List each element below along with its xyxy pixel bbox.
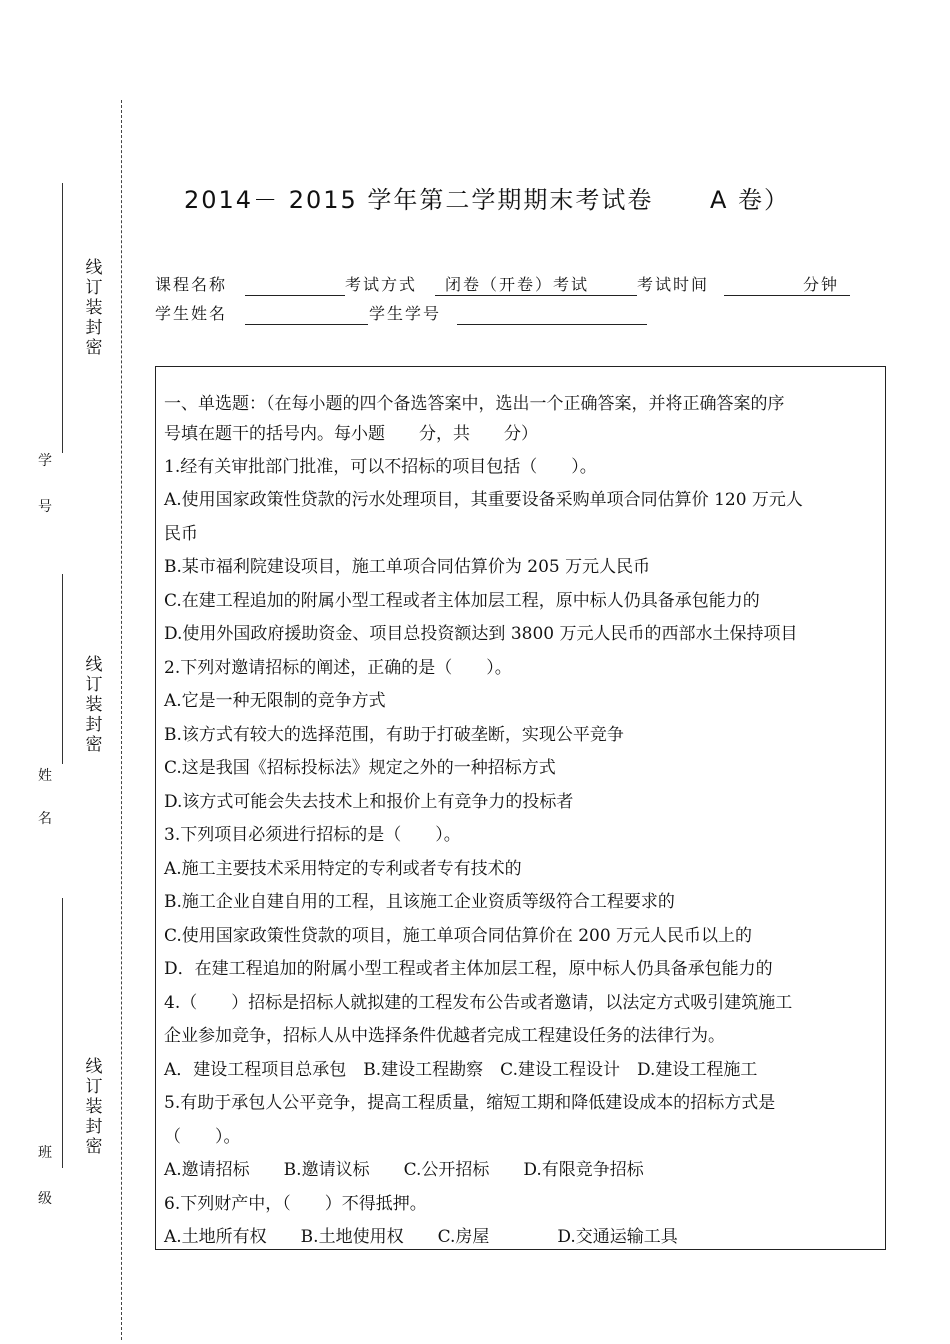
student-name-label: 学生姓名 [155, 304, 228, 323]
exam-paper-type: A 卷） [710, 186, 791, 214]
margin-mark-student-1: 学 [38, 453, 52, 469]
margin-mark-name-1: 姓 [38, 768, 52, 784]
seal-text-1: 线订装封密 [85, 258, 103, 358]
question-2-option-d: D.该方式可能会失去技术上和报价上有竞争力的投标者 [164, 792, 574, 812]
student-id-field[interactable] [457, 324, 647, 325]
question-1-option-a: A.使用国家政策性贷款的污水处理项目，其重要设备采购单项合同估算价 120 万元人 [164, 490, 803, 510]
exam-mode-label: 考试方式 [345, 275, 418, 294]
margin-mark-class-1: 班 [38, 1145, 52, 1161]
student-id-label: 学生学号 [369, 304, 442, 323]
exam-time-field[interactable] [724, 295, 850, 296]
question-3-option-b: B.施工企业自建自用的工程，且该施工企业资质等级符合工程要求的 [164, 892, 675, 912]
question-3: 3.下列项目必须进行招标的是（ ）。 [164, 825, 461, 845]
question-2-option-a: A.它是一种无限制的竞争方式 [164, 691, 386, 711]
seal-text-3: 线订装封密 [85, 1057, 103, 1157]
seal-text-2: 线订装封密 [85, 655, 103, 755]
margin-rule-2 [62, 574, 63, 764]
question-4-options: A．建设工程项目总承包 B.建设工程勘察 C.建设工程设计 D.建设工程施工 [164, 1060, 758, 1080]
question-1-option-c: C.在建工程追加的附属小型工程或者主体加层工程，原中标人仍具备承包能力的 [164, 591, 760, 611]
question-5-cont: （ ）。 [164, 1127, 241, 1147]
student-name-field[interactable] [245, 324, 368, 325]
margin-rule-1 [62, 183, 63, 453]
question-1-option-d: D.使用外国政府援助资金、项目总投资额达到 3800 万元人民币的西部水土保持项目 [164, 624, 798, 644]
course-name-label: 课程名称 [155, 275, 228, 294]
margin-mark-class-2: 级 [38, 1191, 52, 1207]
question-3-option-d: D．在建工程追加的附属小型工程或者主体加层工程，原中标人仍具备承包能力的 [164, 959, 773, 979]
margin-mark-student-2: 号 [38, 499, 52, 515]
exam-mode-field[interactable] [435, 295, 637, 296]
exam-time-label: 考试时间 [637, 275, 710, 294]
question-4: 4.（ ）招标是招标人就拟建的工程发布公告或者邀请，以法定方式吸引建筑施工 [164, 993, 793, 1013]
question-5-options: A.邀请招标 B.邀请议标 C.公开招标 D.有限竞争招标 [164, 1160, 644, 1180]
question-1-option-b: B.某市福利院建设项目，施工单项合同估算价为 205 万元人民币 [164, 557, 651, 577]
margin-rule-3 [62, 898, 63, 1168]
question-4-cont: 企业参加竞争，招标人从中选择条件优越者完成工程建设任务的法律行为。 [164, 1026, 725, 1046]
section-heading: 一、单选题：（在每小题的四个备选答案中，选出一个正确答案，并将正确答案的序 [164, 394, 785, 414]
question-6: 6.下列财产中，（ ）不得抵押。 [164, 1194, 427, 1214]
section-heading-cont: 号填在题干的括号内。每小题 分，共 分） [164, 424, 538, 444]
question-2-option-c: C.这是我国《招标投标法》规定之外的一种招标方式 [164, 758, 556, 778]
question-5: 5.有助于承包人公平竞争，提高工程质量，缩短工期和降低建设成本的招标方式是 [164, 1093, 776, 1113]
binding-dashed-line [121, 100, 122, 1340]
exam-title: 2014－ 2015 学年第二学期期末考试卷 [184, 186, 654, 214]
question-6-options: A.土地所有权 B.土地使用权 C.房屋 D.交通运输工具 [164, 1227, 678, 1247]
exam-time-unit: 分钟 [803, 275, 840, 294]
question-2-option-b: B.该方式有较大的选择范围，有助于打破垄断，实现公平竞争 [164, 725, 624, 745]
course-name-field[interactable] [245, 295, 345, 296]
question-2: 2.下列对邀请招标的阐述，正确的是（ ）。 [164, 658, 512, 678]
question-1: 1.经有关审批部门批准，可以不招标的项目包括（ ）。 [164, 457, 597, 477]
question-3-option-a: A.施工主要技术采用特定的专利或者专有技术的 [164, 859, 522, 879]
question-3-option-c: C.使用国家政策性贷款的项目，施工单项合同估算价在 200 万元人民币以上的 [164, 926, 753, 946]
question-1-option-a-cont: 民币 [164, 524, 198, 544]
exam-mode-value: 闭卷（开卷）考试 [445, 275, 590, 294]
margin-mark-name-2: 名 [38, 811, 52, 827]
